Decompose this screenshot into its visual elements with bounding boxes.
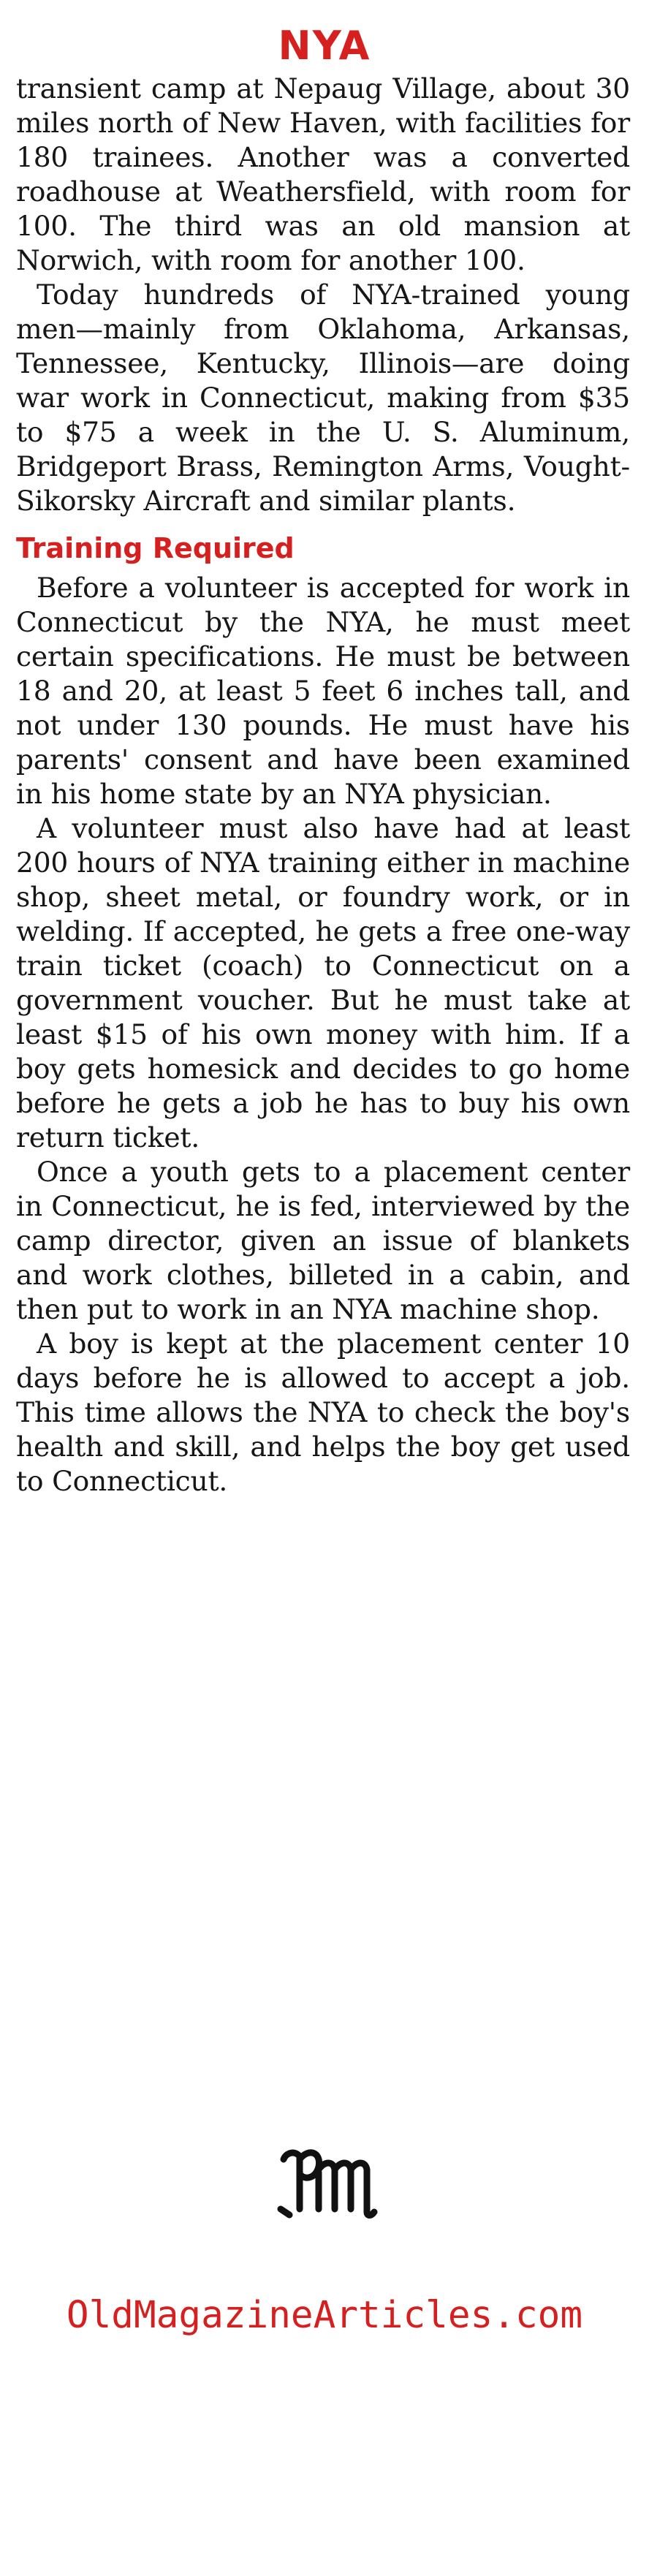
article-paragraph-4: A volunteer must also have had at least 200 hours of NYA training either in machine shop, sheet metal, or foundry work, or in welding. If accepted, he gets a free one-way train ticket (coach) to Connecticut on a government voucher. But he must take at least $15 of his own money with him. If a boy gets homesick and decides to go home before he gets a job he has to buy his own return ticket. — [16, 812, 630, 1153]
article-paragraph-1: transient camp at Nepaug Village, about 30 miles north of New Haven, with facilities for 180 trainees. Another was a converted roadhouse at Weathersfield, with room for 100. The third was an old mansion at Norwich, with room for another 100. — [16, 72, 630, 276]
article-paragraph-6: A boy is kept at the placement center 10 days before he is allowed to accept a job. This time allows the NYA to check the boy's health and skill, and helps the boy get used to Connecticut. — [16, 1327, 630, 1497]
article-body — [16, 72, 630, 1499]
article-paragraph-5: Once a youth gets to a placement center in Connecticut, he is fed, interviewed by the camp director, given an issue of blankets and work clothes, billeted in a cabin, and then put to work in an NYA machine shop. — [16, 1156, 630, 1325]
pm-logo — [273, 2139, 383, 2219]
watermark-footer: OldMagazineArticles.com — [66, 2294, 583, 2337]
article-paragraph-3: Before a volunteer is accepted for work in Connecticut by the NYA, he must meet certain specifications. He must be between 18 and 20, at least 5 feet 6 inches tall, and not under 130 pounds. He must have his parents' consent and have been examined in his home state by an NYA physician. — [16, 572, 630, 810]
section-heading: Training Required — [16, 532, 295, 564]
article-paragraph-2: Today hundreds of NYA-trained young men—mainly from Oklahoma, Arkansas, Tennessee, Kentucky, Illinois—are doing war work in Connecticut, making from $35 to $75 a week in the U. S. Aluminum, Bridgeport Brass, Remington Arms, Vought-Sikorsky Aircraft and similar plants. — [16, 279, 630, 517]
page-title: NYA — [278, 23, 371, 69]
